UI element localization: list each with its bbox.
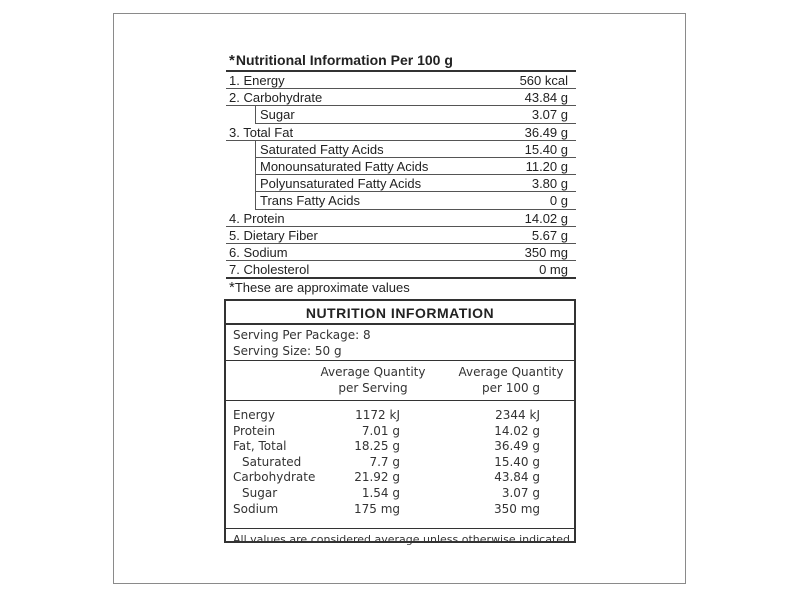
nutrient-name: Sugar	[242, 485, 278, 500]
table1-title	[226, 50, 576, 72]
row-value: 3.80 g	[531, 176, 568, 192]
table-row	[255, 158, 576, 175]
table-row	[226, 408, 574, 424]
row-value: 0 mg	[539, 262, 568, 278]
row-value: 14.02 g	[524, 210, 568, 226]
per-serving-value: 1172 kJ	[355, 408, 400, 422]
nutrient-name: Sodium	[233, 501, 279, 516]
table-row	[226, 244, 576, 261]
table-row	[226, 439, 574, 455]
per-100g-header-line1: Average Quantity	[458, 365, 564, 379]
table-row	[226, 502, 574, 518]
table-row	[226, 470, 574, 486]
per-100g-value: 2344 kJ	[495, 408, 540, 422]
row-label: Polyunsaturated Fatty Acids	[260, 176, 422, 192]
row-value: 3.07 g	[531, 107, 568, 123]
nutrient-name: Carbohydrate	[233, 470, 316, 485]
table-row	[255, 175, 576, 192]
table1-note	[226, 279, 576, 297]
serving-size: Serving Size: 50 g	[233, 344, 342, 358]
table1-note-text: These are approximate values	[234, 280, 410, 296]
table-row	[255, 141, 576, 158]
panel-footer: All values are considered average unless otherwise indicated.	[233, 533, 574, 546]
table-row	[226, 72, 576, 89]
nutritional-info-table	[226, 50, 576, 297]
row-value: 0 g	[549, 193, 568, 209]
table-row	[226, 424, 574, 440]
table-row	[226, 455, 574, 471]
per-serving-value: 1.54 g	[361, 485, 400, 500]
row-label: Trans Fatty Acids	[260, 193, 360, 209]
row-value: 11.20 g	[525, 158, 568, 174]
per-serving-value: 175 mg	[353, 501, 400, 516]
per-serving-header	[298, 364, 448, 396]
row-label: Monounsaturated Fatty Acids	[260, 158, 429, 174]
nutrition-information-panel	[224, 299, 576, 546]
row-value: 350 mg	[524, 244, 568, 260]
row-label: 1. Energy	[229, 73, 285, 88]
table-row	[226, 227, 576, 244]
column-headers	[226, 361, 574, 401]
per-100g-value: 14.02 g	[494, 423, 540, 438]
row-label: Saturated Fatty Acids	[260, 141, 384, 157]
row-value: 15.40 g	[524, 141, 568, 157]
per-serving-value: 7.7 g	[369, 454, 400, 469]
per-serving-header-line2: per Serving	[338, 381, 408, 395]
per-serving-value: 21.92 g	[354, 470, 400, 485]
table-row	[226, 210, 576, 227]
title-asterisk: *	[229, 52, 235, 69]
row-label: 5. Dietary Fiber	[229, 227, 318, 243]
row-label: 4. Protein	[229, 210, 285, 226]
table-row	[226, 486, 574, 502]
table1-rows	[226, 72, 576, 279]
panel-title: NUTRITION INFORMATION	[226, 301, 574, 325]
table-row	[226, 261, 576, 279]
row-label: Sugar	[260, 107, 295, 123]
nutrient-name: Saturated	[242, 454, 302, 469]
per-100g-header-line2: per 100 g	[481, 381, 541, 395]
panel-rows	[226, 401, 574, 529]
row-label: 7. Cholesterol	[229, 262, 310, 278]
per-100g-value: 3.07 g	[501, 485, 540, 500]
table1-title-text: Nutritional Information Per 100 g	[235, 52, 453, 68]
nutrient-name: Protein	[233, 423, 276, 438]
table-row	[255, 192, 576, 209]
row-label: 2. Carbohydrate	[229, 90, 323, 106]
per-serving-header-line1: Average Quantity	[320, 365, 426, 379]
table-row	[226, 124, 576, 141]
row-value: 5.67 g	[531, 227, 568, 243]
row-value: 43.84 g	[524, 90, 568, 106]
serving-info	[226, 325, 574, 361]
row-label: 3. Total Fat	[229, 124, 294, 140]
table-row	[255, 106, 576, 123]
per-serving-value: 18.25 g	[354, 439, 400, 454]
nutrient-name: Fat, Total	[233, 439, 287, 454]
row-value: 560 kcal	[519, 73, 568, 88]
per-100g-value: 350 mg	[493, 501, 540, 516]
per-100g-header	[436, 364, 586, 396]
per-100g-value: 15.40 g	[494, 454, 540, 469]
per-100g-value: 43.84 g	[494, 470, 540, 485]
per-100g-value: 36.49 g	[494, 439, 540, 454]
row-label: 6. Sodium	[229, 244, 288, 260]
note-asterisk: *	[229, 279, 235, 297]
nutrient-name: Energy	[233, 408, 276, 422]
row-value: 36.49 g	[524, 124, 568, 140]
table-row	[226, 89, 576, 106]
per-serving-value: 7.01 g	[361, 423, 400, 438]
serving-per-package: Serving Per Package: 8	[233, 328, 371, 342]
